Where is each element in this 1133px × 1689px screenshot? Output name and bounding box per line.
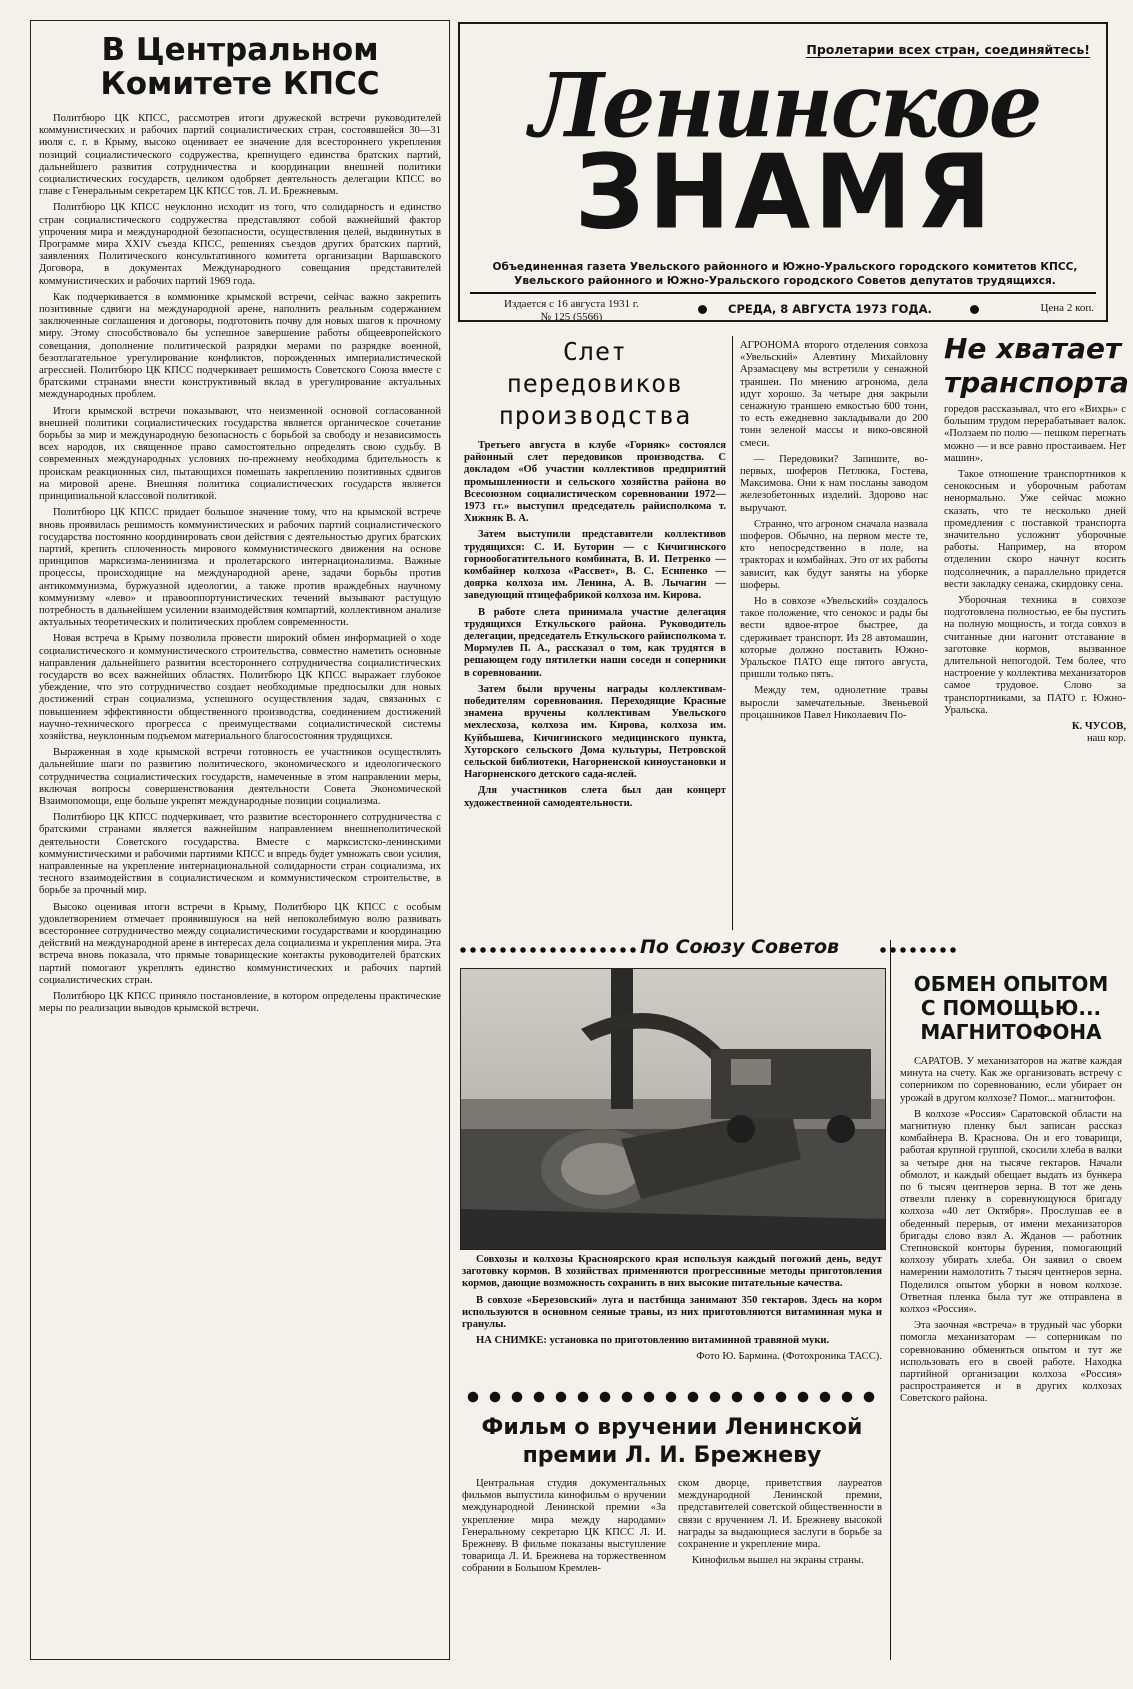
agronom-paragraph: Между тем, однолетние травы выросли замечательные. Звеньевой процашников Павел Николаевич По-: [740, 685, 928, 721]
agronom-article: [740, 340, 928, 726]
agronom-paragraph: АГРОНОМА второго отделения совхоза «Увельский» Алевтину Михайловну Арзамасцеву мы встретили у сенажной траншеи. По мнению агронома, дела идут хорошо. За четыре дня закрыли сенажную траншею емкостью 600 тонн, то есть ежедневно закладывали до 200 тонн зеленой массы и вико-овсяной смеси.: [740, 340, 928, 449]
lead-body: [39, 113, 441, 1015]
transport-author-role: наш кор.: [1086, 733, 1126, 745]
film-column: [678, 1478, 882, 1580]
publisher-info: [480, 260, 1090, 288]
slet-paragraph: В работе слета принимала участие делегация трудящихся Еткульского района. Руководитель делегации, председатель Еткульского райисполкома т. Мормулев П. А., рассказал о том, как трудятся в решающем году пятилетки наши соседи и соперники в соревновании.: [464, 606, 726, 679]
bullet-dot-icon: [698, 305, 707, 314]
dotted-rule: [458, 946, 638, 954]
agronom-paragraph: — Передовики? Запишите, во-первых, шоферов Петлюка, Гостева, Максимова. Они к нам посланы заводом железобетонных изделий. Здорово нас выручают.: [740, 453, 928, 514]
lead-paragraph: Итоги крымской встречи показывают, что неизменной основой согласованной внешней политики социалистических государства является органическое сочетание борьбы за мир и международную безопасность с борьбой за свободу и независимость всех народов, их священное право самостоятельно определять свою судьбу. В современных международных условиях по-прежнему необходима бдительность к проискам реакционных сил, пытающихся помешать закреплению позитивных сдвигов на мировой арене. Внешняя политика социалистических государств является принципиальной классовой политикой.: [39, 405, 441, 503]
film-text: Кинофильм вышел на экраны страны.: [692, 1555, 864, 1567]
section-header: [458, 936, 958, 960]
slet-title-line: Слет: [562, 337, 628, 366]
newspaper-title-lenin: Ленинское: [529, 53, 1041, 158]
slet-title-line: производства: [498, 401, 692, 430]
transport-title-line: Не хватает: [944, 332, 1122, 365]
obmen-article: [900, 972, 1122, 1410]
masthead: [458, 22, 1108, 322]
issue-info: [504, 298, 639, 324]
transport-paragraph: Уборочная техника в совхозе подготовлена полностью, ее бы пустить на полную мощность, и тогда совхоз в считанные дни нагонит отставание в заготовке кормов, вызванное длительной непогодой. Тем более, что настроение у коллектива механизаторов самое трудовое. Слово за транспортниками, за ПАТО г. Южно-Уральска.: [944, 595, 1126, 716]
snimok-label: НА СНИМКЕ:: [476, 1335, 547, 1347]
obmen-title-line: ОБМЕН ОПЫТОМ: [913, 972, 1109, 996]
obmen-paragraph: В колхозе «Россия» Саратовской области на магнитную пленку был записан рассказ комбайнера В. Краснова. Он и его товарищи, работая крупной группой, скосили хлеба в валки за четыре дня на тысяче гектаров. Начали обмолот, и каждый обещает выдать из бункера по 6 тысяч центнеров зерна. В тот же день отвезли пленку в соревнующуюся бригаду колхоза «40 лет Октября». Прослушав ее в обеденный перерыв, от имени механизаторов бригады слово взял А. Жданов — работник Степновской конторы бурения, помогающий колхозу убирать хлеба. Он заявил о своем намерении намолотить 7 тысяч центнеров зерна. Поделился опытом уборки в новом колхозе. Ответная пленка была тут же отправлена в колхоз «Россия».: [900, 1108, 1122, 1316]
obmen-paragraph: Эта заочная «встреча» в трудный час уборки помогла механизаторам — соперникам по соревнованию обменяться опытом и тут же использовать его в своей работе. Находка партийной организации колхоза «Россия» распространяется и в других колхозах Советского района.: [900, 1320, 1122, 1405]
film-text: Центральная студия документальных фильмов выпустила кинофильм о вручении международной Ленинской премии «За укрепление мира между народами» Генеральному секретарю ЦК КПСС Л. И. Брежневу. В фильме показаны выступление товарища Л. И. Брежнева на торжественном собрании в Большом Кремлев-: [462, 1478, 666, 1575]
photo-illustration: [461, 969, 885, 1249]
slet-title: [464, 336, 726, 432]
obmen-title-line: МАГНИТОФОНА: [920, 1020, 1102, 1044]
slogan: Пролетарии всех стран, соединяйтесь!: [806, 42, 1090, 57]
lead-article: [30, 20, 450, 1660]
photo-caption: [462, 1254, 882, 1364]
price: Цена 2 коп.: [1040, 302, 1094, 314]
bullet-dot-icon: [970, 305, 979, 314]
obmen-body: [900, 1056, 1122, 1406]
newspaper-title-znamya: ЗНАМЯ: [574, 133, 996, 253]
slet-paragraph: Для участников слета был дан концерт художественной самодеятельности.: [464, 785, 726, 809]
agronom-paragraph: Но в совхозе «Увельский» создалось такое положение, что сенокос и рады бы вести вдвое-втрое быстрее, да сдерживает транспорт. Из 28 автомашин, которые должно поставить Южно-Уральское ПАТО еще пятого августа, пришли только пять.: [740, 596, 928, 681]
film-title-line: Фильм о вручении Ленинской: [481, 1415, 863, 1440]
section-title: По Союзу Советов: [636, 936, 843, 958]
lead-paragraph: Политбюро ЦК КПСС, рассмотрев итоги дружеской встречи руководителей коммунистических и рабочих партий социалистических стран, состоявшейся 30—31 июля с. г. в Крыму, высоко оценивает ее значение для всестороннего укрепления позиций социалистического содружества, крепнущего единства братских партий, дальнейшего развития сотрудничества и координации внешней политики социалистических государств, целиком одобряет деятельность делегации КПСС во главе с Генеральным секретарем ЦК КПСС тов. Л. И. Брежневым.: [39, 113, 441, 198]
slet-paragraph: Затем были вручены награды коллективам-победителям соревнования. Переходящие Красные знамена вручены коллективам Увельского мехлесхоза, колхоза им. Кирова, колхоза им. Куйбышева, Кичигинского медицинского пункта, Хуторского сельского Дома культуры, Петровской сельской библиотеки, Нагорненской киноустановки и Нагорненского детского сада-яслей.: [464, 683, 726, 781]
transport-article: [944, 332, 1129, 745]
publisher-line: Объединенная газета Увельского районного и Южно-Уральского городского комитетов КПСС,: [492, 261, 1078, 273]
lead-paragraph: Политбюро ЦК КПСС придает большое значение тому, что на крымской встрече вновь проявилась решимость коммунистических и рабочих партий социалистического государства постоянно координировать свои действия с деятельностью других братских партий, крепить сплоченность мирового коммунистического движения на основе принципов марксизма-ленинизма и пролетарского интернационализма. Важные процессы, происходящие на международной арене, задачи борьбы против антикоммунизма, буржуазной идеологии, а также против враждебных научному коммунизму «лево» и правооппортунистических течений вызывают растущую потребность в дальнейшем усилении взаимодействия компартий, коллективном анализе актуальных теоретических и политических проблем современности.: [39, 507, 441, 629]
dotted-separator: [462, 1390, 882, 1404]
slet-body: [464, 440, 726, 810]
issue-number: № 125 (5566): [540, 311, 603, 323]
agronom-paragraph: Странно, что агроном сначала назвала шоферов. Обычно, на первом месте те, кто непосредственно в поле, на тракторах и комбайнах. Это от их работы зависит, как будут заняты на уборке шоферы.: [740, 518, 928, 591]
transport-author: К. ЧУСОВ,: [1071, 721, 1126, 733]
transport-paragraph: Такое отношение транспортников к сенокосным и уборочным работам ненормально. Уже сейчас можно сказать, что те несколько дней промедления с поставкой транспорта значительно усложнят уборочные работы. Например, на втором отделении скоро начнут косить подсолнечник, а параллельно придется вести закладку сенажа, скирдовку сена.: [944, 469, 1126, 590]
lead-paragraph: Новая встреча в Крыму позволила провести широкий обмен информацией о ходе социалистического и коммунистического строительства, совместно наметить основные направления дальнейшего развития всестороннего сотрудничества социалистических государств во всех важнейших областях. Политбюро ЦК КПСС выражает глубокое убеждение, что это сотрудничество создает необходимые предпосылки для новых достижений стран социализма, успешного осуществления задач, связанных с повышением эффективности общественного производства, соединением достижений научно-технического прогресса с преимуществами социалистической системы хозяйства, неуклонным подъемом материального благосостояния трудящихся.: [39, 633, 441, 742]
film-column: [462, 1478, 666, 1580]
transport-paragraph: горедов рассказывал, что его «Вихрь» с большим трудом перерабатывает валок. «Ползаем по полю — пешком перегнать можно — и все равно простаиваем. Нет машин».: [944, 404, 1126, 464]
transport-body: [944, 404, 1126, 745]
film-article: [462, 1414, 882, 1580]
lead-title: В Центральном Комитете КПСС: [100, 32, 380, 102]
film-title-line: премии Л. И. Брежневу: [522, 1443, 822, 1468]
slet-article: [464, 336, 726, 814]
publisher-line: Увельского районного и Южно-Уральского городского Советов депутатов трудящихся.: [514, 275, 1056, 287]
photo-caption-text: Совхозы и колхозы Красноярского края используя каждый погожий день, ведут заготовку кормов. В хозяйствах применяются прогрессивные методы приготовления кормов, дающие возможность сохранить в них высокие питательные качества.: [462, 1254, 882, 1290]
slet-paragraph: Затем выступили представители коллективов трудящихся: С. И. Буторин — с Кичигинского горнообогатительного комбината, В. И. Петренко — комбайнер колхоза «Рассвет», В. С. Еснпенко — доярка колхоза им. Ленина, А. В. Лычагин — заведующий птицефабрикой колхоза им. Кирова.: [464, 529, 726, 602]
transport-title-line: транспорта: [944, 366, 1129, 399]
slet-paragraph: Третьего августа в клубе «Горняк» состоялся районный слет передовиков производства. С докладом «Об участии коллективов предприятий промышленности и сельского хозяйства района во Всесоюзном социалистическом соревновании 1972—1973 гг.» выступил председатель райисполкома т. Хижняк В. А.: [464, 440, 726, 525]
obmen-title: [900, 972, 1122, 1044]
lead-paragraph: Высоко оценивая итоги встречи в Крыму, Политбюро ЦК КПСС с особым удовлетворением отмечает проявившуюся на ней непоколебимую волю развивать всестороннее сотрудничество между социалистическими государствами и координацию действий на международной арене в интересах дела социализма и укрепления мира. Эта встреча вновь показала, что прямые товарищеские контакты руководителей братских партий помогают укреплять единство коммунистических и рабочих партий социалистических стран.: [39, 901, 441, 986]
transport-title: [944, 332, 1129, 400]
lead-paragraph: Выраженная в ходе крымской встречи готовность ее участников осуществлять дальнейшие шаги по развитию политического, экономического и идеологического сотрудничества социалистических государств, намеченные в этом направлении меры, включая вопросы совершенствования деятельности Совета Экономической Взаимопомощи, еще больше укрепят международные позиции социализма.: [39, 747, 441, 807]
news-photo: [460, 968, 886, 1250]
lead-paragraph: Политбюро ЦК КПСС подчеркивает, что развитие всестороннего сотрудничества с братскими странами является важнейшим направлением внешнеполитической деятельности Советского государства. Вместе с марксистско-ленинскими коммунистическими и рабочими партиями КПСС и впредь будет умножать свои усилия, направленные на укрепление интернациональной солидарности стран социализма, их тесного взаимодействия в социалистическом и коммунистическом строительстве, в борьбе за прочный мир.: [39, 812, 441, 897]
lead-paragraph: Политбюро ЦК КПСС неуклонно исходит из того, что солидарность и единство стран социалистического содружества представляют собой важнейший фактор упрочения мира и международной безопасности, осуществления целей, выдвинутых в Программе мира XXIV съезда КПСС, решениях съездов других братских партий, заявлениях Политического консультативного комитета организации Варшавского Договора, в документах Международного совещания представителей коммунистических и рабочих партий 1969 года.: [39, 202, 441, 287]
obmen-title-line: С ПОМОЩЬЮ...: [920, 996, 1102, 1020]
column-rule: [890, 940, 891, 1660]
issue-date: СРЕДА, 8 АВГУСТА 1973 ГОДА.: [728, 302, 932, 316]
column-rule: [732, 336, 733, 930]
issue-since: Издается с 16 августа 1931 г.: [504, 298, 639, 310]
obmen-paragraph: САРАТОВ. У механизаторов на жатве каждая минута на счету. Как же организовать встречу с соперником по соревнованию, если убирает он урожай в другом колхозе? Помог... магнитофон.: [900, 1056, 1122, 1104]
photo-caption-text: В совхозе «Березовский» луга и пастбища занимают 350 гектаров. Здесь на корм используются в основном сеяные травы, из них приготовляются витаминная мука и гранулы.: [462, 1294, 882, 1331]
film-title: [462, 1414, 882, 1470]
lead-paragraph: Как подчеркивается в коммюнике крымской встречи, сейчас важно закрепить позитивные сдвиги на международной арене, наполнить реальным содержанием заключенные соглашения и договоры, подготовить почву для новых шагов к прочному миру. Этому способствовало бы успешное завершение работы общеевропейского совещания, дополнение политической разрядки мерами по разрядке военной, безотлагательное урегулирование конфликтов, порожденных империалистической агрессией. Политбюро ЦК КПСС подчеркивает решимость Советского Союза вместе с братскими странами внести конструктивный вклад в урегулирование актуальных международных проблем.: [39, 291, 441, 401]
masthead-rule: [470, 292, 1096, 294]
film-text: ском дворце, приветствия лауреатов международной Ленинской премии, представителей советской общественности в связи с вручением Л. И. Брежневу высокой награды за выдающиеся заслуги в борьбе за сохранение и укрепление мира.: [678, 1478, 882, 1551]
snimok-text: установка по приготовлению витаминной травяной муки.: [549, 1335, 830, 1347]
lead-paragraph: Политбюро ЦК КПСС приняло постановление, в котором определены практические меры по реализации выводов крымской встречи.: [39, 991, 441, 1015]
slet-title-line: передовиков: [506, 369, 684, 398]
photo-credit: Фото Ю. Бармина. (Фотохроника ТАСС).: [696, 1351, 882, 1363]
